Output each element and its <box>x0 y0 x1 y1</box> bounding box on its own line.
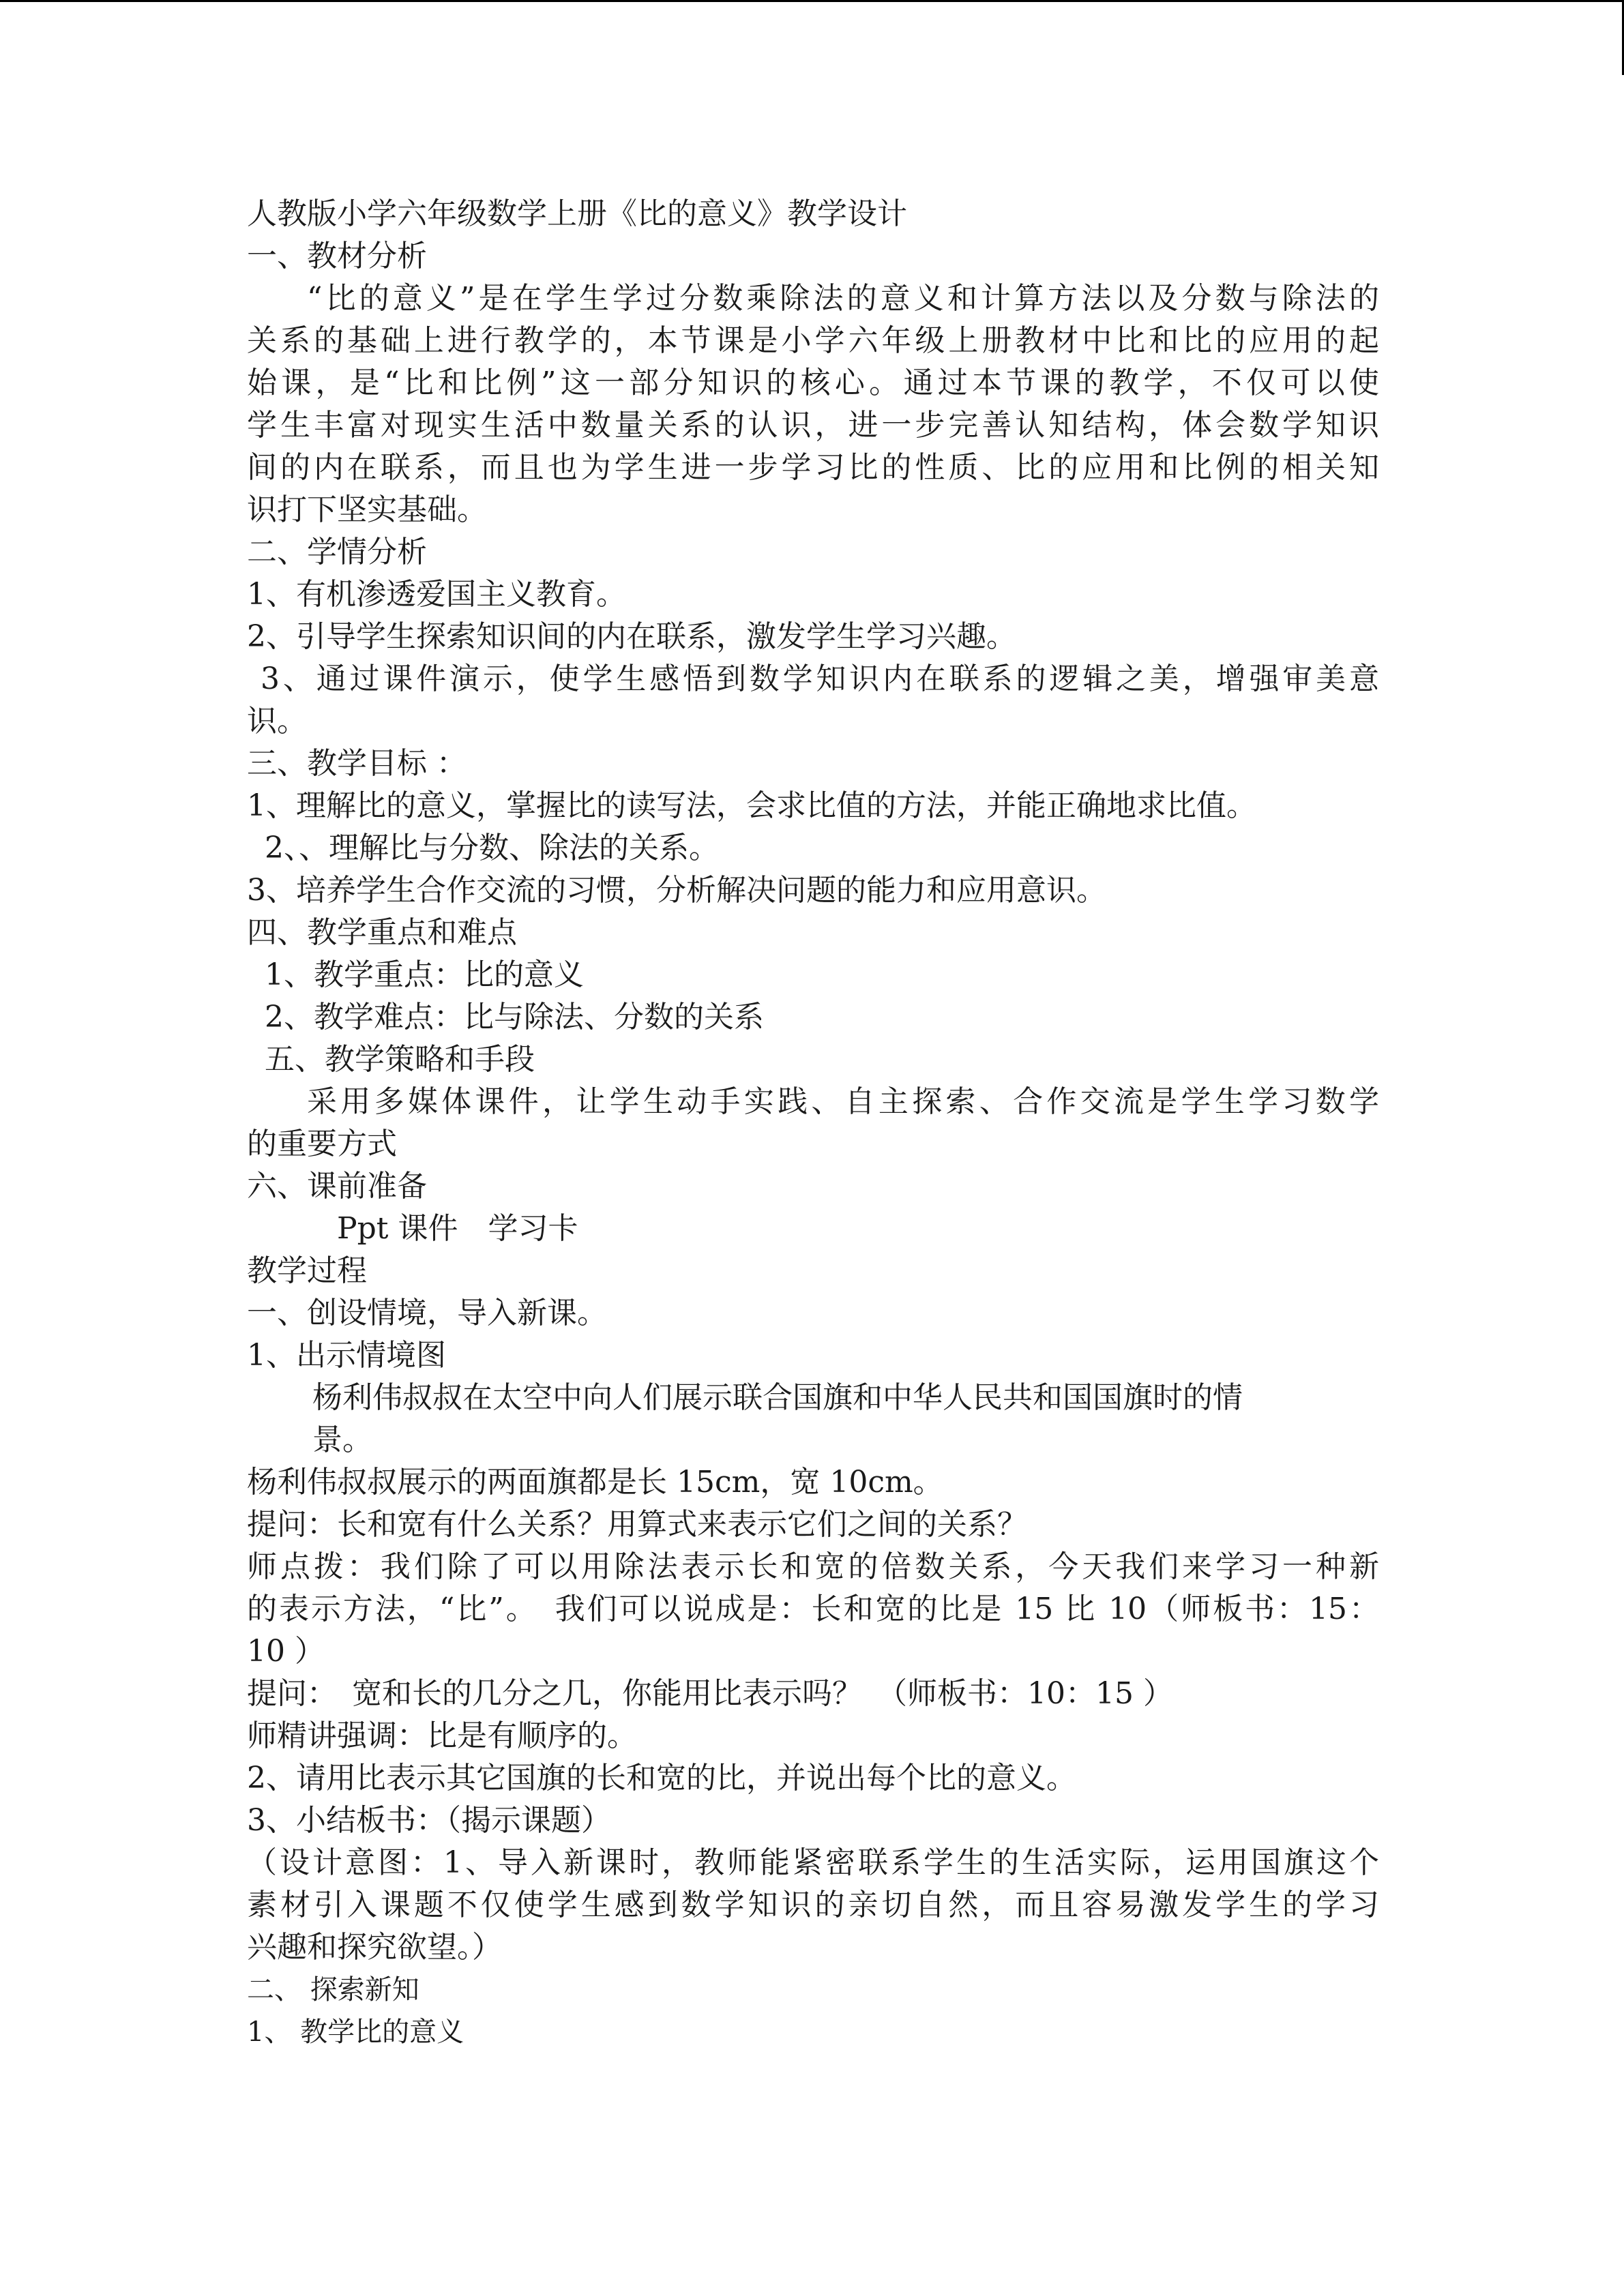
paragraph-line: 的表示方法，“比”。 我们可以说成是：长和宽的比是 15 比 10（师板书：15： <box>247 1592 1379 1626</box>
paragraph-line: 景。 <box>312 1422 372 1457</box>
paragraph-line: （设计意图：1、导入新课时，教师能紧密联系学生的生活实际，运用国旗这个 <box>247 1845 1379 1880</box>
section-heading: 一、创设情境，导入新课。 <box>247 1296 607 1330</box>
paragraph-line: 提问： 宽和长的几分之几，你能用比表示吗？ （师板书：10：15 ） <box>247 1676 1173 1711</box>
paragraph-line: 师精讲强调：比是有顺序的。 <box>247 1718 637 1753</box>
section-heading: 二、 探索新知 <box>247 1974 419 2006</box>
list-item: 1、教学重点：比的意义 <box>265 957 584 992</box>
paragraph-line: 的重要方式 <box>247 1127 397 1161</box>
paragraph-line: 10 ） <box>247 1634 325 1669</box>
document-page <box>247 193 1379 2053</box>
section-heading: 五、教学策略和手段 <box>265 1042 535 1077</box>
paragraph-line: 间的内在联系，而且也为学生进一步学习比的性质、比的应用和比例的相关知 <box>247 450 1379 485</box>
page-top-border <box>0 0 1624 2</box>
section-heading: 三、教学目标 ： <box>247 746 467 781</box>
paragraph-line: 学生丰富对现实生活中数量关系的认识，进一步完善认知结构，体会数学知识 <box>247 408 1379 443</box>
list-item: 2、教学难点：比与除法、分数的关系 <box>265 1000 764 1034</box>
document-title: 人教版小学六年级数学上册《比的意义》教学设计 <box>247 196 907 231</box>
paragraph-line: 杨利伟叔叔展示的两面旗都是长 15cm，宽 10cm。 <box>247 1465 943 1500</box>
list-item: 1、有机渗透爱国主义教育。 <box>247 577 626 612</box>
materials-line: Ppt 课件 学习卡 <box>337 1211 578 1246</box>
list-item: 2、请用比表示其它国旗的长和宽的比，并说出每个比的意义。 <box>247 1761 1076 1795</box>
paragraph-line: 识打下坚实基础。 <box>247 492 487 527</box>
list-item: 1、理解比的意义，掌握比的读写法，会求比值的方法，并能正确地求比值。 <box>247 788 1256 823</box>
list-item: 3、小结板书：（揭示课题） <box>247 1803 611 1838</box>
section-heading: 二、学情分析 <box>247 535 427 569</box>
paragraph-line: 师点拨：我们除了可以用除法表示长和宽的倍数关系，今天我们来学习一种新 <box>247 1549 1379 1584</box>
paragraph-line: 关系的基础上进行教学的，本节课是小学六年级上册教材中比和比的应用的起 <box>247 323 1379 358</box>
paragraph-line: 提问：长和宽有什么关系？用算式来表示它们之间的关系？ <box>247 1507 1027 1542</box>
section-heading: 六、课前准备 <box>247 1169 427 1204</box>
section-heading: 教学过程 <box>247 1253 367 1288</box>
list-item: 1、出示情境图 <box>247 1338 446 1373</box>
paragraph-line: 识。 <box>247 704 307 739</box>
list-item: 2、引导学生探索知识间的内在联系，激发学生学习兴趣。 <box>247 619 1016 654</box>
list-item: 1、 教学比的意义 <box>247 2016 464 2048</box>
list-item: 3、培养学生合作交流的习惯，分析解决问题的能力和应用意识。 <box>247 873 1106 908</box>
section-heading: 一、教材分析 <box>247 239 427 273</box>
paragraph-line: 采用多媒体课件，让学生动手实践、自主探索、合作交流是学生学习数学 <box>307 1084 1379 1119</box>
paragraph-line: 素材引入课题不仅使学生感到数学知识的亲切自然，而且容易激发学生的学习 <box>247 1888 1379 1922</box>
paragraph-line: “比的意义”是在学生学过分数乘除法的意义和计算方法以及分数与除法的 <box>307 281 1379 316</box>
paragraph-line: 杨利伟叔叔在太空中向人们展示联合国旗和中华人民共和国国旗时的情 <box>312 1380 1243 1415</box>
section-heading: 四、教学重点和难点 <box>247 915 517 950</box>
list-item: 2、、理解比与分数、除法的关系。 <box>265 831 719 865</box>
paragraph-line: 兴趣和探究欲望。） <box>247 1930 502 1965</box>
list-item: 3、通过课件演示，使学生感悟到数学知识内在联系的逻辑之美，增强审美意 <box>261 661 1379 696</box>
paragraph-line: 始课，是“比和比例”这一部分知识的核心。通过本节课的教学，不仅可以使 <box>247 366 1379 400</box>
